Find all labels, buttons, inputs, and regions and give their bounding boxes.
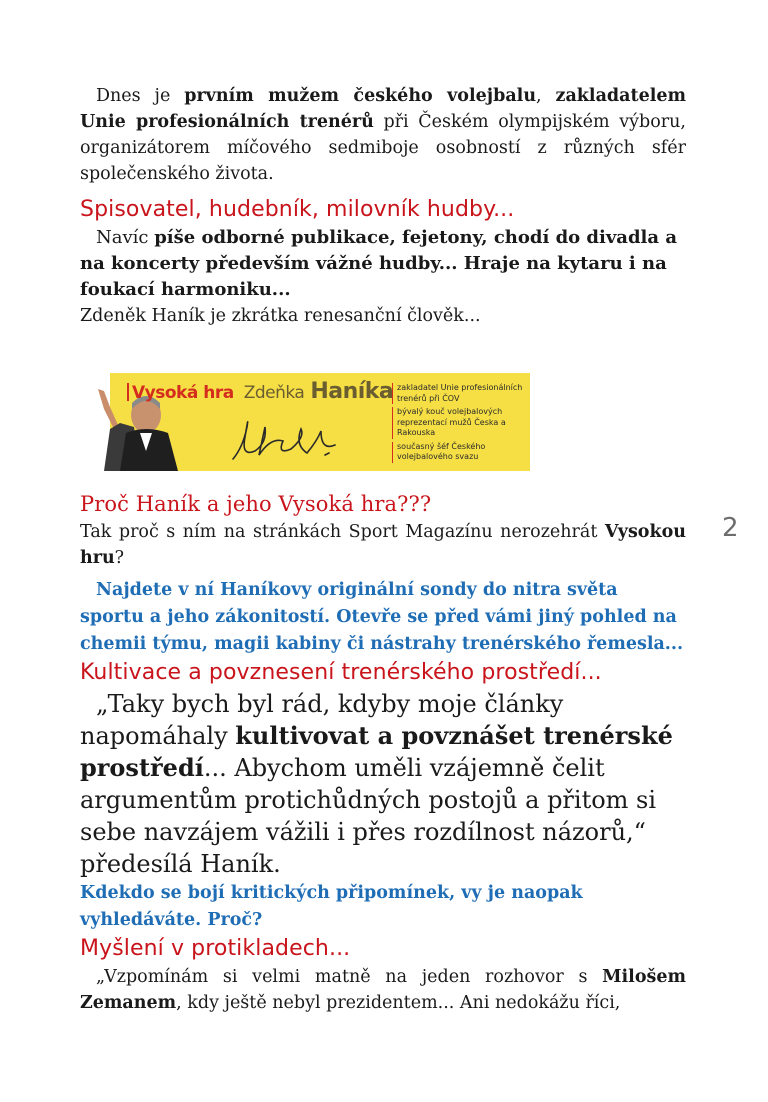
text-run: ? xyxy=(114,548,125,568)
section-heading: Proč Haník a jeho Vysoká hra??? xyxy=(80,492,432,516)
banner-image xyxy=(80,361,530,471)
text-run: Tak proč s ním na stránkách Sport Magazínu nerozehrát xyxy=(80,522,605,542)
banner-title-surname: Haníka xyxy=(310,379,394,404)
signature-image xyxy=(225,407,360,467)
paragraph xyxy=(80,519,686,571)
banner-info-line: zakladatel Unie profesionálních trenérů při ČOV xyxy=(392,383,532,404)
quote-paragraph xyxy=(80,688,686,880)
paragraph xyxy=(80,964,686,1016)
banner-info-line: současný šéf Českého volejbalového svazu xyxy=(392,442,532,463)
bold-text: prvním mužem českého volejbalu xyxy=(184,86,537,106)
text-run: Navíc xyxy=(96,227,155,248)
banner-title xyxy=(132,379,393,403)
banner-info-line: bývalý kouč volejbalových reprezentací mužů Česka a Rakouska xyxy=(392,407,532,439)
bold-text: kultivovat a povznášet trenérské prostředí xyxy=(80,721,673,782)
bold-paragraph xyxy=(80,225,686,303)
text-run: , xyxy=(536,86,556,106)
bold-text: zakladatelem Unie profesionálních trenérů xyxy=(80,86,686,132)
intro-paragraph xyxy=(80,83,686,187)
bold-text: píše odborné publikace, fejetony, chodí do divadla a na koncerty především vážné hudby... Hraje na kytaru i na foukací harmoniku... xyxy=(80,227,677,300)
paragraph: Zdeněk Haník je zkrátka renesanční člověk... xyxy=(80,306,481,326)
banner-accent-bar xyxy=(127,383,129,401)
section-heading: Spisovatel, hudebník, milovník hudby... xyxy=(80,197,515,222)
text-run: ... Abychom uměli vzájemně čelit argumentům protichůdných postojů a přitom si sebe navzájem vážili i přes rozdílnost názorů,“ předesílá Haník. xyxy=(80,754,657,878)
bold-text: Milošem Zemanem xyxy=(80,967,686,1013)
banner-info xyxy=(392,383,532,466)
text-run: „Vzpomínám si velmi matně na jeden rozhovor s xyxy=(96,967,603,987)
page-number: 2 xyxy=(722,513,739,543)
text-run: Dnes je xyxy=(96,86,185,106)
article-page xyxy=(80,83,686,1016)
highlight-paragraph: Kdekdo se bojí kritických připomínek, vy je naopak vyhledáváte. Proč? xyxy=(80,883,583,930)
section-heading: Myšlení v protikladech... xyxy=(80,936,351,961)
text-run: při Českém olympijském výboru, organizátorem míčového sedmiboje osobností z různých sfér společenského života. xyxy=(80,112,686,184)
highlight-paragraph: Najdete v ní Haníkovy originální sondy do nitra světa sportu a jeho zákonitostí. Otevře se před vámi jiný pohled na chemii týmu, magii kabiny či nástrahy trenérského řemesla... xyxy=(80,580,684,654)
bold-text: Vysokou hru xyxy=(80,522,686,568)
section-heading: Kultivace a povznesení trenérského prostředí... xyxy=(80,660,602,685)
text-run: , kdy ještě nebyl prezidentem... Ani nedokážu říci, xyxy=(176,993,621,1013)
text-run: „Taky bych byl rád, kdyby moje články napomáhaly xyxy=(80,690,564,750)
banner-title-red: Vysoká hra xyxy=(132,383,234,403)
banner-title-name: Zdeňka xyxy=(243,383,305,403)
